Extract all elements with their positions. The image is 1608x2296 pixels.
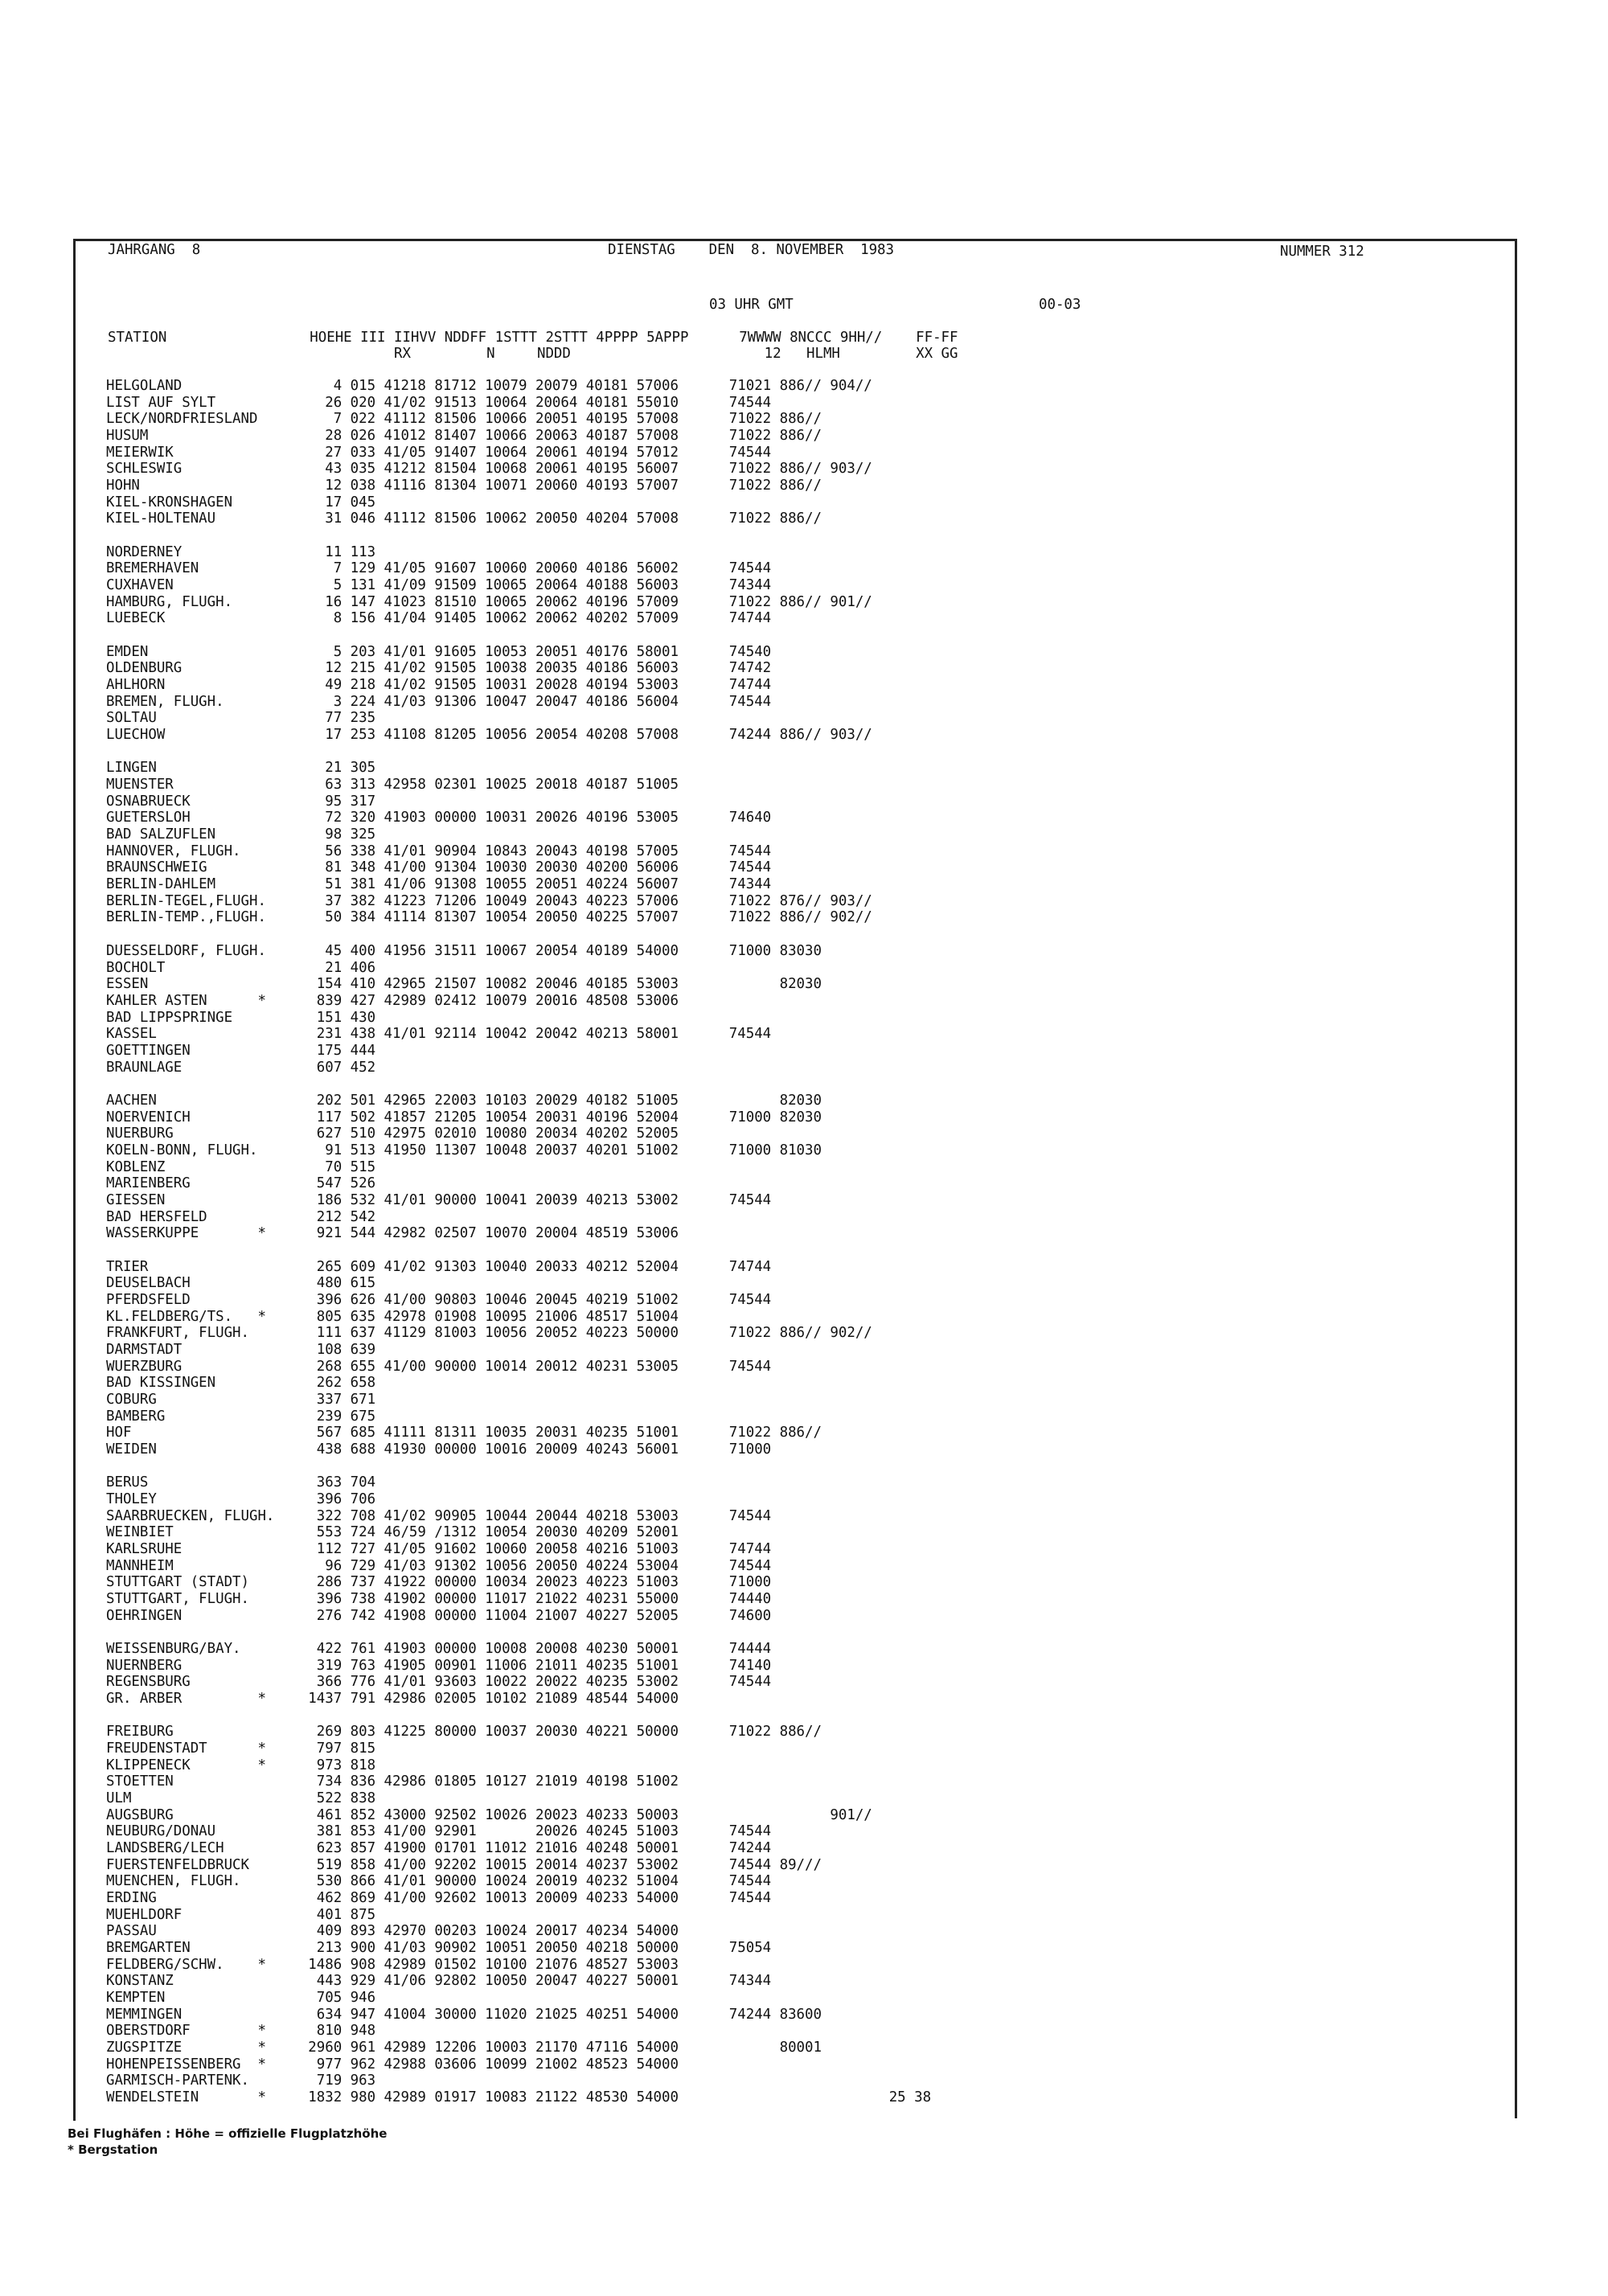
station-row: KL.FELDBERG/TS. * 805 635 42978 01908 10095 21006 48517 51004 [106,1308,679,1325]
station-row: KAHLER ASTEN * 839 427 42989 02412 10079 20016 48508 53006 [106,992,679,1009]
station-row: OSNABRUECK 95 317 [106,793,376,810]
station-row: AHLHORN 49 218 41/02 91505 10031 20028 40194 53003 74744 [106,677,772,694]
station-row: BERLIN-TEMP.,FLUGH. 50 384 41114 81307 10054 20050 40225 57007 71022 886// 902// [106,909,872,926]
station-row: AUGSBURG 461 852 43000 92502 10026 20023 40233 50003 901// [106,1806,872,1823]
station-row: OBERSTDORF * 810 948 [106,2023,376,2040]
station-row: BAD LIPPSPRINGE 151 430 [106,1009,376,1026]
station-row: MEMMINGEN 634 947 41004 30000 11020 21025 40251 54000 74244 83600 [106,2006,822,2023]
station-row: KOBLENZ 70 515 [106,1158,376,1175]
station-row: KLIPPENECK * 973 818 [106,1757,376,1773]
station-row: STUTTGART, FLUGH. 396 738 41902 00000 11017 21022 40231 55000 74440 [106,1590,772,1607]
station-row: BREMEN, FLUGH. 3 224 41/03 91306 10047 20047 40186 56004 74544 [106,693,772,710]
station-row: HUSUM 28 026 41012 81407 10066 20063 40187 57008 71022 886// [106,428,822,444]
observation-time: 03 UHR GMT [709,297,794,313]
station-row: KASSEL 231 438 41/01 92114 10042 20042 40213 58001 74544 [106,1026,772,1043]
station-row: WEINBIET 553 724 46/59 /1312 10054 20030 40209 52001 [106,1524,679,1541]
station-row: FREUDENSTADT * 797 815 [106,1740,376,1757]
station-row: HOHN 12 038 41116 81304 10071 20060 40193 57007 71022 886// [106,478,822,494]
station-row: HOF 567 685 41111 81311 10035 20031 40235 51001 71022 886// [106,1425,822,1441]
station-row: WASSERKUPPE * 921 544 42982 02507 10070 20004 48519 53006 [106,1225,679,1242]
station-row: MARIENBERG 547 526 [106,1175,376,1192]
station-row: MANNHEIM 96 729 41/03 91302 10056 20050 40224 53004 74544 [106,1557,772,1574]
station-row: BAD SALZUFLEN 98 325 [106,826,376,843]
station-row: LIST AUF SYLT 26 020 41/02 91513 10064 20064 40181 55010 74544 [106,394,772,411]
station-row: NUERBURG 627 510 42975 02010 10080 20034 40202 52005 [106,1125,679,1142]
station-row: GOETTINGEN 175 444 [106,1042,376,1059]
station-row: SAARBRUECKEN, FLUGH. 322 708 41/02 90905 10044 20044 40218 53003 74544 [106,1507,772,1524]
station-row: KEMPTEN 705 946 [106,1990,376,2006]
station-row: FRANKFURT, FLUGH. 111 637 41129 81003 10056 20052 40223 50000 71022 886// 902// [106,1325,872,1342]
station-row: AACHEN 202 501 42965 22003 10103 20029 40182 51005 82030 [106,1092,822,1109]
station-row: KOELN-BONN, FLUGH. 91 513 41950 11307 10048 20037 40201 51002 71000 81030 [106,1142,822,1158]
station-row: BAMBERG 239 675 [106,1408,376,1425]
station-row: STOETTEN 734 836 42986 01805 10127 21019 40198 51002 [106,1773,679,1790]
footnote-mountain: * Bergstation [68,2142,158,2157]
station-row: PASSAU 409 893 42970 00203 10024 20017 40234 54000 [106,1923,679,1940]
station-row: HANNOVER, FLUGH. 56 338 41/01 90904 10843 20043 40198 57005 74544 [106,843,772,859]
station-row: DEUSELBACH 480 615 [106,1275,376,1292]
issue-number: NUMMER 312 [1280,244,1364,260]
station-row: MEIERWIK 27 033 41/05 91407 10064 20061 40194 57012 74544 [106,444,772,461]
station-row: BRAUNSCHWEIG 81 348 41/00 91304 10030 20030 40200 56006 74544 [106,859,772,876]
station-row: BAD KISSINGEN 262 658 [106,1375,376,1392]
station-row: DARMSTADT 108 639 [106,1341,376,1358]
station-row: GARMISCH-PARTENK. 719 963 [106,2073,376,2089]
time-range: 00-03 [1039,297,1081,313]
station-row: FELDBERG/SCHW. * 1486 908 42989 01502 10100 21076 48527 53003 [106,1956,679,1973]
station-row: STUTTGART (STADT) 286 737 41922 00000 10034 20023 40223 51003 71000 [106,1574,772,1591]
station-row: HELGOLAND 4 015 41218 81712 10079 20079 40181 57006 71021 886// 904// [106,378,872,394]
station-row: CUXHAVEN 5 131 41/09 91509 10065 20064 40188 56003 74344 [106,577,772,593]
station-row: KIEL-HOLTENAU 31 046 41112 81506 10062 20050 40204 57008 71022 886// [106,510,822,527]
station-row: LUEBECK 8 156 41/04 91405 10062 20062 40202 57009 74744 [106,610,772,627]
station-row: LUECHOW 17 253 41108 81205 10056 20054 40208 57008 74244 886// 903// [106,727,872,744]
station-row: ERDING 462 869 41/00 92602 10013 20009 40233 54000 74544 [106,1890,772,1906]
station-row: PFERDSFELD 396 626 41/00 90803 10046 20045 40219 51002 74544 [106,1291,772,1308]
station-row: GR. ARBER * 1437 791 42986 02005 10102 21089 48544 54000 [106,1690,679,1707]
station-row: MUEHLDORF 401 875 [106,1906,376,1923]
date-label: DIENSTAG DEN 8. NOVEMBER 1983 [608,242,894,258]
column-headers: STATION HOEHE III IIHVV NDDFF 1STTT 2STTT 4PPPP 5APPP 7WWWW 8NCCC 9HH// FF-FF [108,330,958,346]
station-row: KIEL-KRONSHAGEN 17 045 [106,494,376,510]
station-row: ZUGSPITZE * 2960 961 42989 12206 10003 21170 47116 54000 80001 [106,2040,822,2056]
station-row: GUETERSLOH 72 320 41903 00000 10031 20026 40196 53005 74640 [106,810,772,826]
station-row: SCHLESWIG 43 035 41212 81504 10068 20061 40195 56007 71022 886// 903// [106,461,872,478]
station-row: WEISSENBURG/BAY. 422 761 41903 00000 10008 20008 40230 50001 74444 [106,1640,772,1657]
station-row: BERLIN-DAHLEM 51 381 41/06 91308 10055 20051 40224 56007 74344 [106,876,772,893]
station-row: COBURG 337 671 [106,1391,376,1408]
station-row: LANDSBERG/LECH 623 857 41900 01701 11012 21016 40248 50001 74244 [106,1840,772,1856]
station-row: WENDELSTEIN * 1832 980 42989 01917 10083 21122 48530 54000 25 38 [106,2089,932,2105]
station-row: NUERNBERG 319 763 41905 00901 11006 21011 40235 51001 74140 [106,1657,772,1674]
station-row: NEUBURG/DONAU 381 853 41/00 92901 20026 40245 51003 74544 [106,1823,772,1840]
station-row: BOCHOLT 21 406 [106,959,376,976]
station-row: HOHENPEISSENBERG * 977 962 42988 03606 10099 21002 48523 54000 [106,2056,679,2073]
station-row: REGENSBURG 366 776 41/01 93603 10022 20022 40235 53002 74544 [106,1674,772,1691]
station-row: ULM 522 838 [106,1790,376,1806]
station-row: BAD HERSFELD 212 542 [106,1208,376,1225]
station-row: HAMBURG, FLUGH. 16 147 41023 81510 10065 20062 40196 57009 71022 886// 901// [106,593,872,610]
station-row: KONSTANZ 443 929 41/06 92802 10050 20047 40227 50001 74344 [106,1973,772,1990]
station-row: TRIER 265 609 41/02 91303 10040 20033 40212 52004 74744 [106,1258,772,1275]
station-row: GIESSEN 186 532 41/01 90000 10041 20039 40213 53002 74544 [106,1191,772,1208]
station-row: ESSEN 154 410 42965 21507 10082 20046 40185 53003 82030 [106,976,822,993]
station-row: NOERVENICH 117 502 41857 21205 10054 20031 40196 52004 71000 82030 [106,1109,822,1125]
station-row: MUENSTER 63 313 42958 02301 10025 20018 40187 51005 [106,777,679,793]
station-row: NORDERNEY 11 113 [106,543,376,560]
station-row: OEHRINGEN 276 742 41908 00000 11004 21007 40227 52005 74600 [106,1607,772,1624]
station-row: BERUS 363 704 [106,1474,376,1491]
station-row: WUERZBURG 268 655 41/00 90000 10014 20012 40231 53005 74544 [106,1358,772,1375]
volume-label: JAHRGANG 8 [108,242,201,258]
footnote-airports: Bei Flughäfen : Höhe = offizielle Flugplatzhöhe [68,2126,388,2141]
station-row: FUERSTENFELDBRUCK 519 858 41/00 92202 10015 20014 40237 53002 74544 89/// [106,1856,822,1873]
station-row: BREMGARTEN 213 900 41/03 90902 10051 20050 40218 50000 75054 [106,1940,772,1956]
station-row: BERLIN-TEGEL,FLUGH. 37 382 41223 71206 10049 20043 40223 57006 71022 876// 903// [106,892,872,909]
station-row: EMDEN 5 203 41/01 91605 10053 20051 40176 58001 74540 [106,643,772,660]
station-row: DUESSELDORF, FLUGH. 45 400 41956 31511 10067 20054 40189 54000 71000 83030 [106,942,822,959]
station-row: OLDENBURG 12 215 41/02 91505 10038 20035 40186 56003 74742 [106,660,772,677]
station-row: FREIBURG 269 803 41225 80000 10037 20030 40221 50000 71022 886// [106,1724,822,1740]
station-row: WEIDEN 438 688 41930 00000 10016 20009 40243 56001 71000 [106,1441,772,1458]
station-row: KARLSRUHE 112 727 41/05 91602 10060 20058 40216 51003 74744 [106,1540,772,1557]
station-row: SOLTAU 77 235 [106,710,376,727]
station-row: LINGEN 21 305 [106,760,376,777]
column-subheaders: RX N NDDD 12 HLMH XX GG [108,346,958,362]
station-row: BREMERHAVEN 7 129 41/05 91607 10060 20060 40186 56002 74544 [106,560,772,577]
station-row: MUENCHEN, FLUGH. 530 866 41/01 90000 10024 20019 40232 51004 74544 [106,1873,772,1890]
station-row: THOLEY 396 706 [106,1490,376,1507]
station-row: LECK/NORDFRIESLAND 7 022 41112 81506 10066 20051 40195 57008 71022 886// [106,411,822,428]
station-row: BRAUNLAGE 607 452 [106,1059,376,1076]
